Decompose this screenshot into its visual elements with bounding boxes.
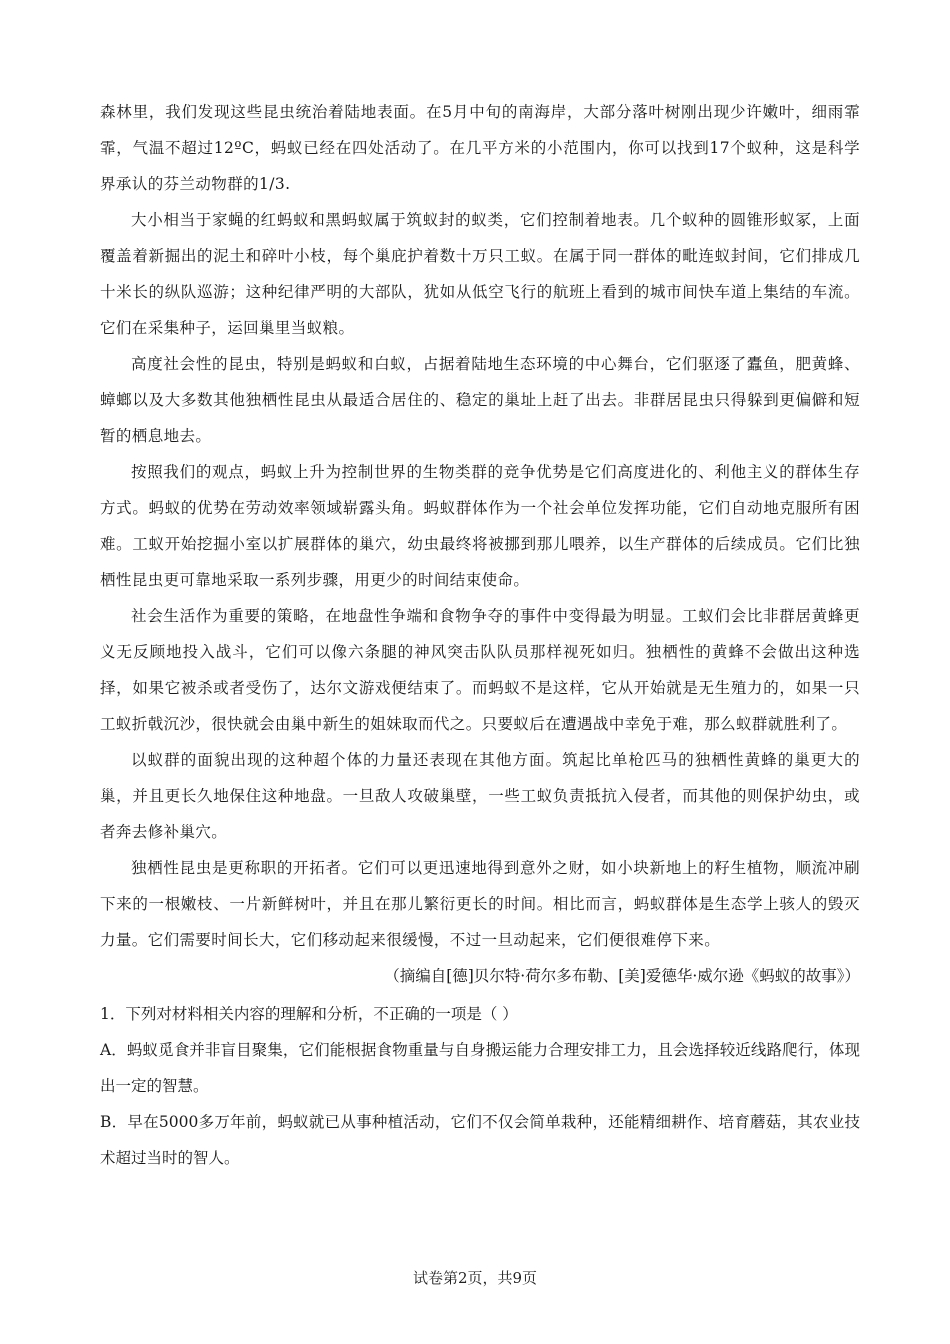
passage-paragraph-2: 大小相当于家蝇的红蚂蚁和黑蚂蚁属于筑蚁封的蚁类，它们控制着地表。几个蚁种的圆锥形蚁冢，上面覆盖着新掘出的泥土和碎叶小枝，每个巢庇护着数十万只工蚁。在属于同一群体的毗连蚁封间，它们排成几十米长的纵队巡游；这种纪律严明的大部队，犹如从低空飞行的航班上看到的城市间快车道上集结的车流。它们在采集种子，运回巢里当蚁粮。	[100, 211, 860, 337]
question-stem: 1．下列对材料相关内容的理解和分析，不正确的一项是（ ）	[100, 1005, 518, 1023]
reading-passage	[100, 94, 860, 1176]
option-a: A．蚂蚁觅食并非盲目聚集，它们能根据食物重量与自身搬运能力合理安排工力，且会选择较近线路爬行，体现出一定的智慧。	[100, 1041, 860, 1095]
passage-paragraph-1: 森林里，我们发现这些昆虫统治着陆地表面。在5月中旬的南海岸，大部分落叶树刚出现少许嫩叶，细雨霏霏，气温不超过12ºC，蚂蚁已经在四处活动了。在几平方米的小范围内，你可以找到17个蚁种，这是科学界承认的芬兰动物群的1/3.	[100, 103, 860, 193]
passage-paragraph-3: 高度社会性的昆虫，特别是蚂蚁和白蚁，占据着陆地生态环境的中心舞台，它们驱逐了蠹鱼，肥黄蜂、蟑螂以及大多数其他独栖性昆虫从最适合居住的、稳定的巢址上赶了出去。非群居昆虫只得躲到更偏僻和短暂的栖息地去。	[100, 355, 860, 445]
option-b: B．早在5000多万年前，蚂蚁就已从事种植活动，它们不仅会简单栽种，还能精细耕作、培育蘑菇，其农业技术超过当时的智人。	[100, 1113, 860, 1167]
page-footer: 试卷第2页，共9页	[412, 1269, 538, 1287]
passage-source: （摘编自[德]贝尔特·荷尔多布勒、[美]爱德华·威尔逊《蚂蚁的故事》）	[384, 967, 860, 985]
passage-paragraph-4: 按照我们的观点，蚂蚁上升为控制世界的生物类群的竞争优势是它们高度进化的、利他主义的群体生存方式。蚂蚁的优势在劳动效率领域崭露头角。蚂蚁群体作为一个社会单位发挥功能，它们自动地克服所有困难。工蚁开始挖掘小室以扩展群体的巢穴，幼虫最终将被挪到那儿喂养，以生产群体的后续成员。它们比独栖性昆虫更可靠地采取一系列步骤，用更少的时间结束使命。	[100, 463, 860, 589]
passage-paragraph-6: 以蚁群的面貌出现的这种超个体的力量还表现在其他方面。筑起比单枪匹马的独栖性黄蜂的巢更大的巢，并且更长久地保住这种地盘。一旦敌人攻破巢壁，一些工蚁负责抵抗入侵者，而其他的则保护幼虫，或者奔去修补巢穴。	[100, 751, 860, 841]
passage-paragraph-5: 社会生活作为重要的策略，在地盘性争端和食物争夺的事件中变得最为明显。工蚁们会比非群居黄蜂更义无反顾地投入战斗，它们可以像六条腿的神风突击队队员那样视死如归。独栖性的黄蜂不会做出这种选择，如果它被杀或者受伤了，达尔文游戏便结束了。而蚂蚁不是这样，它从开始就是无生殖力的，如果一只工蚁折戟沉沙，很快就会由巢中新生的姐妹取而代之。只要蚁后在遭遇战中幸免于难，那么蚁群就胜利了。	[100, 607, 860, 733]
passage-paragraph-7: 独栖性昆虫是更称职的开拓者。它们可以更迅速地得到意外之财，如小块新地上的籽生植物，顺流冲刷下来的一根嫩枝、一片新鲜树叶，并且在那儿繁衍更长的时间。相比而言，蚂蚁群体是生态学上骇人的毁灭力量。它们需要时间长大，它们移动起来很缓慢，不过一旦动起来，它们便很难停下来。	[100, 859, 860, 949]
